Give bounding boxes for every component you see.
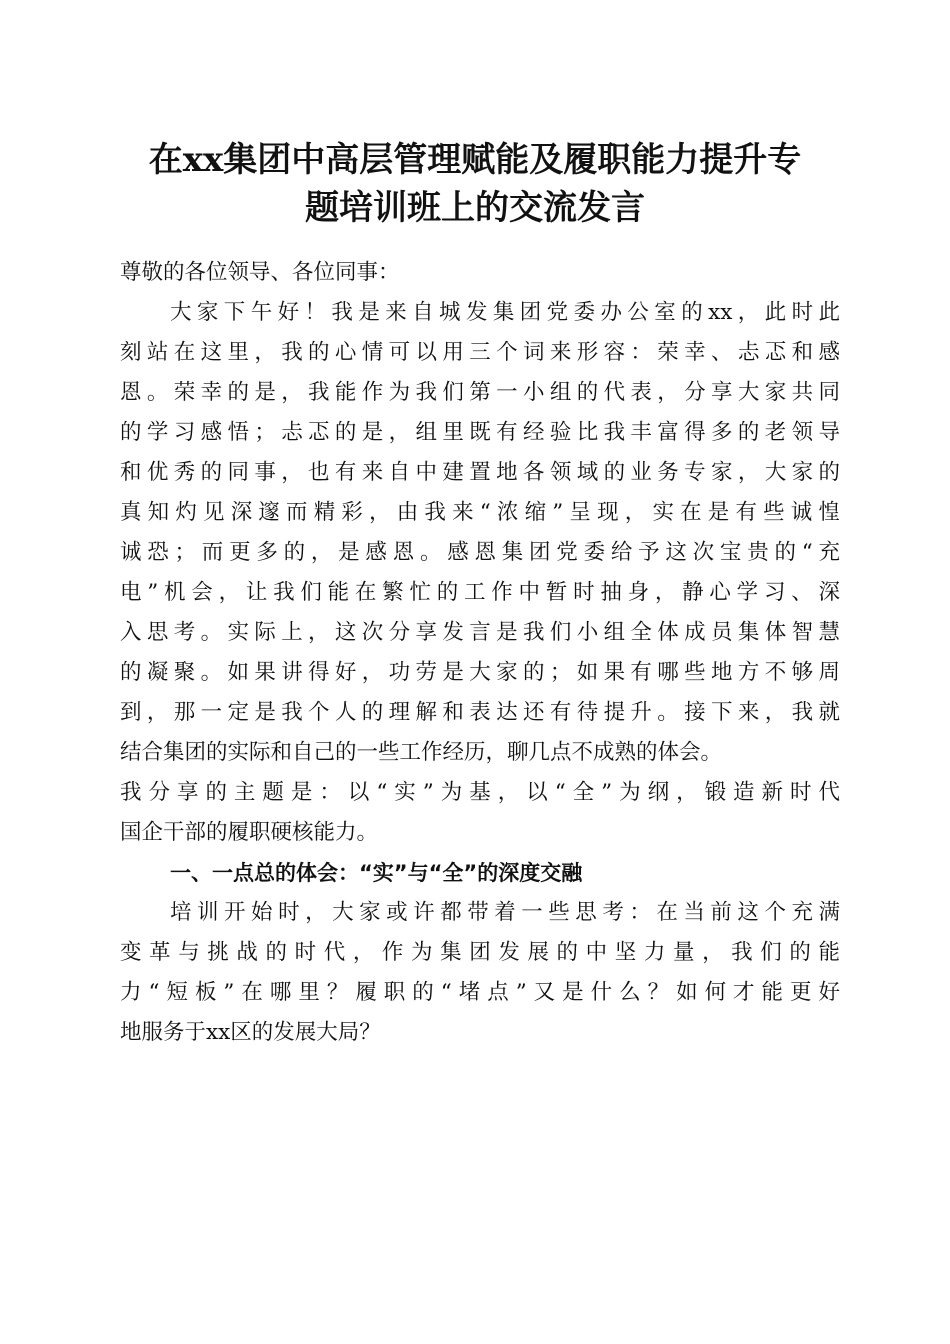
document-body [120, 253, 840, 1053]
paragraph-line: 国企干部的履职硬核能力。 [120, 820, 379, 845]
title-line-2: 题培训班上的交流发言 [305, 188, 645, 228]
paragraph-line: 恩。荣幸的是，我能作为我们第一小组的代表，分享大家共同 [120, 380, 840, 405]
paragraph-line: 大家下午好！我是来自城发集团党委办公室的xx，此时此 [170, 300, 840, 325]
paragraph-line: 培训开始时，大家或许都带着一些思考：在当前这个充满 [170, 900, 840, 925]
paragraph-line: 的学习感悟；忐忑的是，组里既有经验比我丰富得多的老领导 [120, 420, 840, 445]
paragraph-line: 和优秀的同事，也有来自中建置地各领域的业务专家，大家的 [120, 460, 840, 485]
paragraph-line: 变革与挑战的时代，作为集团发展的中坚力量，我们的能 [120, 940, 840, 965]
paragraph-line: 结合集团的实际和自己的一些工作经历，聊几点不成熟的体会。 [120, 740, 723, 765]
document-title [100, 136, 850, 232]
paragraph-line: 到，那一定是我个人的理解和表达还有待提升。接下来，我就 [120, 700, 840, 725]
paragraph-line: 电”机会，让我们能在繁忙的工作中暂时抽身，静心学习、深 [120, 580, 840, 605]
salutation: 尊敬的各位领导、各位同事： [120, 260, 400, 285]
paragraph-line: 的凝聚。如果讲得好，功劳是大家的；如果有哪些地方不够周 [120, 660, 840, 685]
paragraph-line: 诚恐；而更多的，是感恩。感恩集团党委给予这次宝贵的“充 [120, 540, 840, 565]
paragraph-line: 我分享的主题是：以“实”为基，以“全”为纲，锻造新时代 [120, 780, 840, 805]
paragraph-line: 刻站在这里，我的心情可以用三个词来形容：荣幸、忐忑和感 [120, 340, 840, 365]
paragraph-line: 地服务于xx区的发展大局？ [120, 1020, 381, 1045]
section-heading: 一、一点总的体会：“实”与“全”的深度交融 [170, 861, 583, 885]
paragraph-line: 力“短板”在哪里？履职的“堵点”又是什么？如何才能更好 [120, 980, 840, 1005]
paragraph-line: 入思考。实际上，这次分享发言是我们小组全体成员集体智慧 [120, 620, 840, 645]
title-line-1: 在xx集团中高层管理赋能及履职能力提升专 [148, 140, 802, 180]
paragraph-line: 真知灼见深邃而精彩，由我来“浓缩”呈现，实在是有些诚惶 [120, 500, 840, 525]
